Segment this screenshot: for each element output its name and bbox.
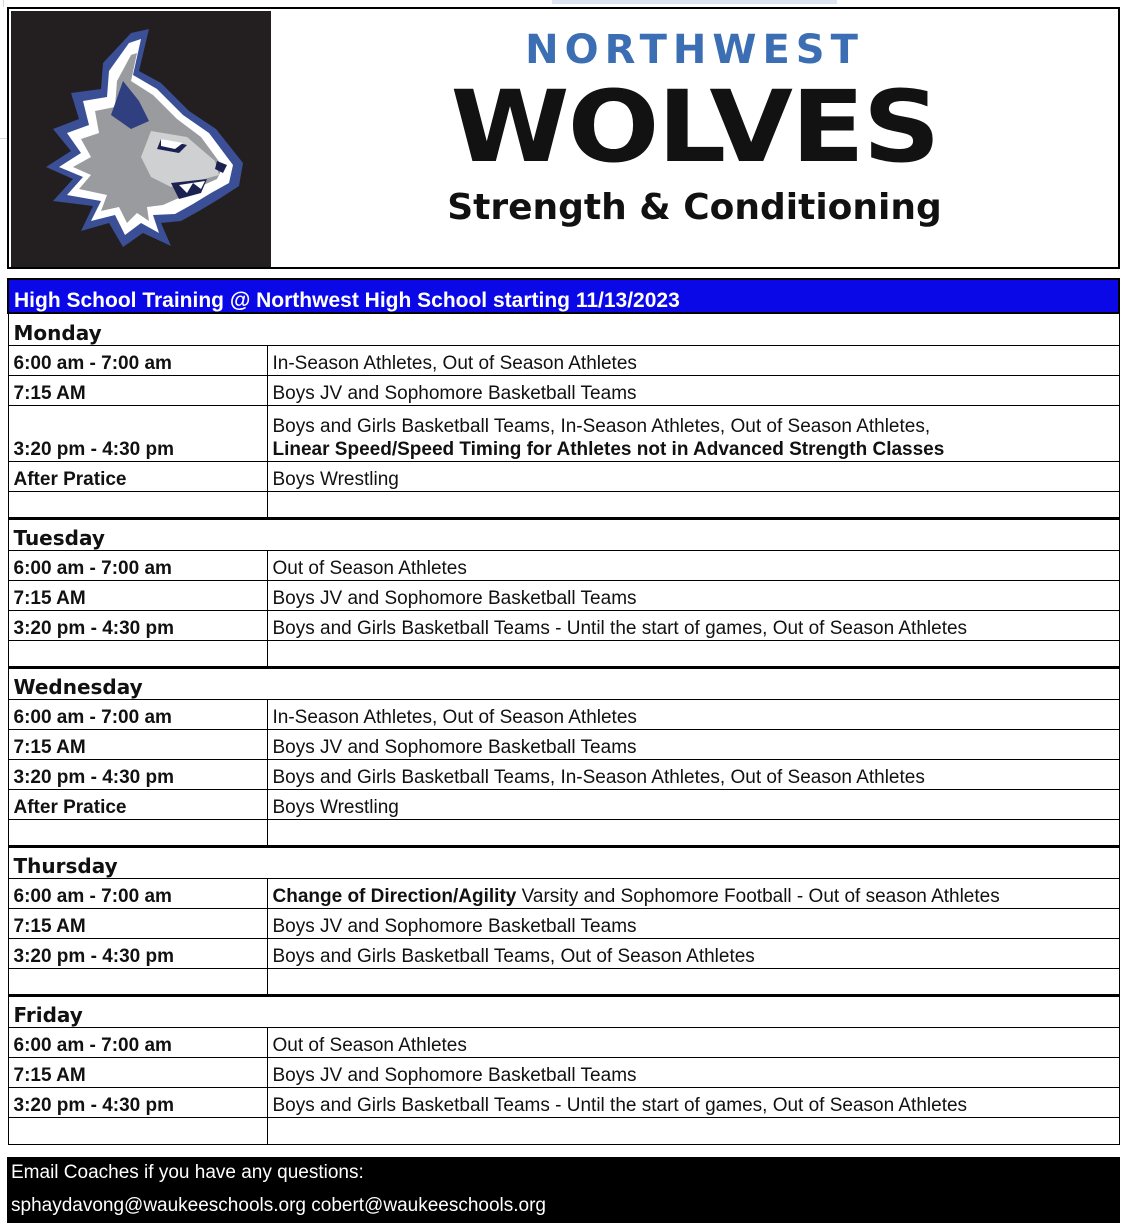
- group-text: Boys JV and Sophomore Basketball Teams: [272, 587, 637, 609]
- training-banner: High School Training @ Northwest High School starting 11/13/2023: [8, 279, 1119, 313]
- northwest-wordmark: NORTHWEST: [525, 27, 864, 73]
- group-text: In-Season Athletes, Out of Season Athletes: [272, 352, 637, 374]
- empty-cell: [8, 491, 267, 518]
- grid-line: [0, 138, 7, 139]
- empty-cell: [8, 968, 267, 995]
- group-description: [267, 580, 1119, 610]
- time-slot: 7:15 AM: [8, 375, 267, 405]
- time-slot: After Pratice: [8, 789, 267, 819]
- time-slot: 7:15 AM: [8, 729, 267, 759]
- time-slot: 3:20 pm - 4:30 pm: [8, 938, 267, 968]
- schedule-row: [8, 345, 1119, 375]
- group-text: Boys Wrestling: [272, 468, 399, 490]
- group-text: Boys Wrestling: [272, 796, 399, 818]
- schedule-row: [8, 789, 1119, 819]
- schedule-row: [8, 1087, 1119, 1117]
- empty-cell: [267, 491, 1119, 518]
- coach-emails: sphaydavong@waukeeschools.org cobert@waukeeschools.org: [11, 1195, 546, 1216]
- day-name: Tuesday: [8, 518, 1119, 550]
- group-description: [267, 699, 1119, 729]
- group-description: [267, 908, 1119, 938]
- time-slot: 3:20 pm - 4:30 pm: [8, 1087, 267, 1117]
- schedule-row: [8, 878, 1119, 908]
- day-header-row: [8, 995, 1119, 1027]
- day-header-row: [8, 846, 1119, 878]
- group-description: [267, 789, 1119, 819]
- schedule-row: [8, 729, 1119, 759]
- time-slot: 3:20 pm - 4:30 pm: [8, 405, 267, 461]
- time-slot: 6:00 am - 7:00 am: [8, 550, 267, 580]
- time-slot: 6:00 am - 7:00 am: [8, 345, 267, 375]
- group-text: Boys and Girls Basketball Teams, In-Season Athletes, Out of Season Athletes,: [272, 415, 931, 437]
- group-description: [267, 1087, 1119, 1117]
- empty-cell: [8, 640, 267, 667]
- spacer-row: [8, 1117, 1119, 1144]
- group-description: [267, 729, 1119, 759]
- spacer-row: [8, 819, 1119, 846]
- schedule-row: [8, 908, 1119, 938]
- header-banner: [7, 7, 1120, 269]
- grid-line: [3, 0, 4, 7]
- group-description: [267, 345, 1119, 375]
- time-slot: 6:00 am - 7:00 am: [8, 699, 267, 729]
- group-description: [267, 938, 1119, 968]
- group-description: [267, 1057, 1119, 1087]
- contact-footer: [7, 1157, 1120, 1223]
- schedule-row: [8, 461, 1119, 491]
- group-text: Out of Season Athletes: [272, 1034, 467, 1056]
- schedule-row: [8, 610, 1119, 640]
- day-name: Wednesday: [8, 667, 1119, 699]
- time-slot: 7:15 AM: [8, 1057, 267, 1087]
- empty-cell: [267, 819, 1119, 846]
- schedule-row: [8, 550, 1119, 580]
- group-text: Boys and Girls Basketball Teams, Out of Season Athletes: [272, 945, 755, 967]
- program-subtitle: Strength & Conditioning: [447, 187, 942, 228]
- group-text: In-Season Athletes, Out of Season Athletes: [272, 706, 637, 728]
- group-text: Boys JV and Sophomore Basketball Teams: [272, 382, 637, 404]
- day-header-row: [8, 313, 1119, 345]
- group-description: [267, 461, 1119, 491]
- schedule-row: [8, 375, 1119, 405]
- group-text: Boys and Girls Basketball Teams, In-Season Athletes, Out of Season Athletes: [272, 766, 925, 788]
- schedule-table: [7, 278, 1120, 1145]
- group-text: Out of Season Athletes: [272, 557, 467, 579]
- day-header-row: [8, 518, 1119, 550]
- empty-cell: [267, 640, 1119, 667]
- activity-emphasis: Linear Speed/Speed Timing for Athletes not in Advanced Strength Classes: [272, 438, 945, 460]
- training-banner-row: [8, 279, 1119, 313]
- group-description: [267, 878, 1119, 908]
- spacer-row: [8, 640, 1119, 667]
- schedule-row: [8, 580, 1119, 610]
- day-name: Monday: [8, 313, 1119, 345]
- schedule-row: [8, 1027, 1119, 1057]
- day-header-row: [8, 667, 1119, 699]
- wolf-head-logo-icon: [11, 11, 271, 267]
- spacer-row: [8, 491, 1119, 518]
- group-description: [267, 1027, 1119, 1057]
- time-slot: 3:20 pm - 4:30 pm: [8, 759, 267, 789]
- day-name: Thursday: [8, 846, 1119, 878]
- group-description: [267, 405, 1119, 461]
- empty-cell: [267, 968, 1119, 995]
- title-area: [271, 9, 1118, 267]
- schedule-row: [8, 938, 1119, 968]
- time-slot: 7:15 AM: [8, 580, 267, 610]
- empty-cell: [8, 1117, 267, 1144]
- schedule-row: [8, 699, 1119, 729]
- group-description: [267, 375, 1119, 405]
- group-text: Boys and Girls Basketball Teams - Until the start of games, Out of Season Athletes: [272, 617, 968, 639]
- time-slot: 7:15 AM: [8, 908, 267, 938]
- empty-cell: [267, 1117, 1119, 1144]
- group-description: [267, 759, 1119, 789]
- time-slot: After Pratice: [8, 461, 267, 491]
- footer-prompt: Email Coaches if you have any questions:: [11, 1162, 364, 1183]
- group-text: Boys JV and Sophomore Basketball Teams: [272, 1064, 637, 1086]
- day-name: Friday: [8, 995, 1119, 1027]
- spacer-row: [8, 968, 1119, 995]
- schedule-row: [8, 405, 1119, 461]
- group-description: [267, 550, 1119, 580]
- time-slot: 6:00 am - 7:00 am: [8, 1027, 267, 1057]
- wolves-wordmark: WOLVES: [450, 70, 939, 186]
- empty-cell: [8, 819, 267, 846]
- group-text: Boys JV and Sophomore Basketball Teams: [272, 736, 637, 758]
- group-text: Varsity and Sophomore Football - Out of season Athletes: [516, 885, 1000, 907]
- group-text: Boys JV and Sophomore Basketball Teams: [272, 915, 637, 937]
- group-description: [267, 610, 1119, 640]
- time-slot: 6:00 am - 7:00 am: [8, 878, 267, 908]
- schedule-row: [8, 759, 1119, 789]
- time-slot: 3:20 pm - 4:30 pm: [8, 610, 267, 640]
- schedule-row: [8, 1057, 1119, 1087]
- activity-emphasis: Change of Direction/Agility: [272, 885, 517, 907]
- group-text: Boys and Girls Basketball Teams - Until the start of games, Out of Season Athletes: [272, 1094, 968, 1116]
- grid-selection-highlight: [552, 0, 837, 4]
